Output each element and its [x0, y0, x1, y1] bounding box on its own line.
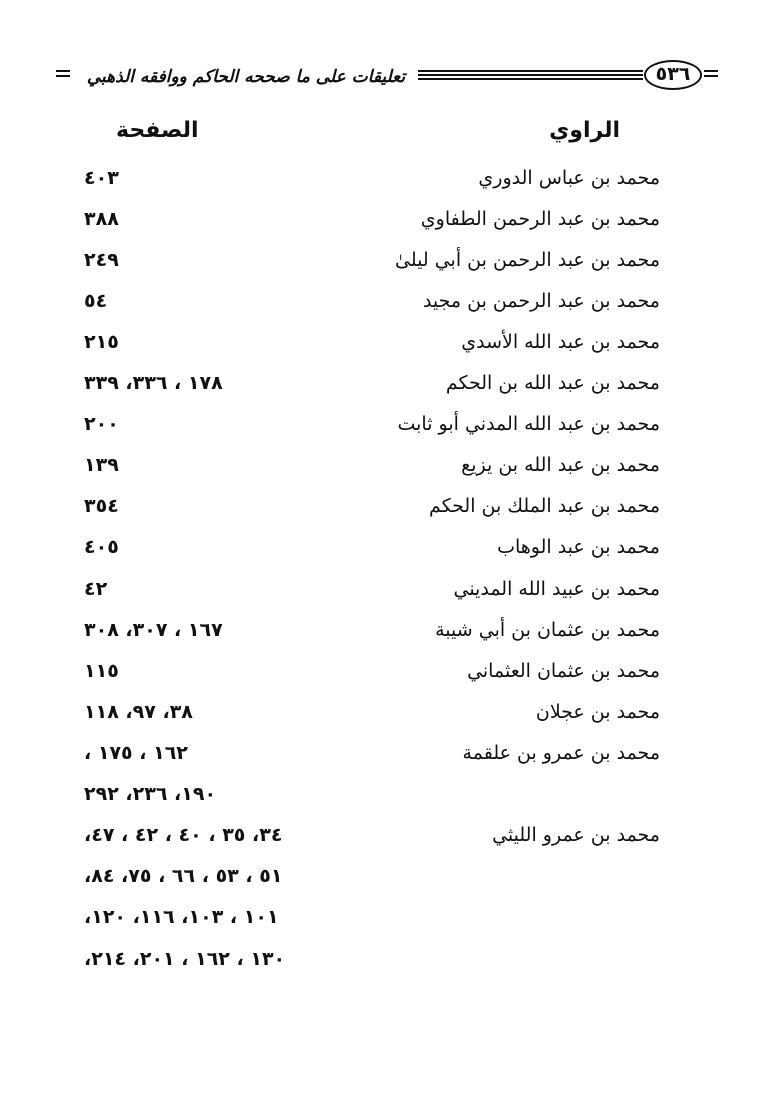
page-refs: ٤٠٣: [84, 167, 119, 189]
page-refs: ١٣٩: [84, 454, 119, 476]
list-item: [0, 163, 768, 193]
page-refs: ١١٥: [84, 660, 119, 682]
narrator-name: محمد بن عبد الوهاب: [497, 536, 660, 558]
list-item: [0, 204, 768, 234]
list-item: [0, 615, 768, 645]
list-item: [0, 820, 768, 850]
narrator-name: محمد بن عمرو الليثي: [492, 824, 660, 846]
narrator-name: محمد بن عبد الرحمن الطفاوي: [420, 208, 660, 230]
list-item: [0, 491, 768, 521]
page-refs: ١٧٨ ، ٣٣٦، ٣٣٩: [84, 372, 223, 394]
header-rule: [418, 70, 643, 82]
list-item: [0, 532, 768, 562]
page-refs: ١٠١ ، ١٠٣، ١١٦، ١٢٠،: [84, 906, 279, 928]
page-refs: ١٣٠ ، ١٦٢ ، ٢٠١، ٢١٤،: [84, 948, 286, 970]
column-header-page: الصفحة: [116, 118, 199, 143]
page-refs: ٢١٥: [84, 331, 119, 353]
narrator-name: محمد بن عثمان العثماني: [467, 660, 660, 682]
page-refs: ٣٥٤: [84, 495, 119, 517]
page-refs: ٥١ ، ٥٣ ، ٦٦ ، ٧٥، ٨٤،: [84, 865, 283, 887]
list-item: [0, 656, 768, 686]
page-refs: ٣٤، ٣٥ ، ٤٠ ، ٤٢ ، ٤٧،: [84, 824, 283, 846]
running-title: تعليقات على ما صححه الحاكم ووافقه الذهبي: [86, 67, 406, 87]
page-number: ٥٣٦: [644, 60, 702, 90]
page-refs: ٣٨٨: [84, 208, 119, 230]
list-item: [0, 245, 768, 275]
running-header: [48, 60, 724, 96]
list-item: [0, 286, 768, 316]
list-item: [0, 574, 768, 604]
page-refs: ٣٨، ٩٧، ١١٨: [84, 701, 193, 723]
narrator-name: محمد بن عبد الرحمن بن مجيد: [422, 290, 660, 312]
list-item: [0, 779, 768, 809]
list-item: [0, 738, 768, 768]
narrator-name: محمد بن عثمان بن أبي شيبة: [435, 619, 660, 641]
page-refs: ١٦٢ ، ١٧٥ ،: [84, 742, 188, 764]
page-refs: ١٩٠، ٢٣٦، ٢٩٢: [84, 783, 217, 805]
narrator-name: محمد بن عجلان: [535, 701, 660, 723]
list-item: [0, 450, 768, 480]
list-item: [0, 327, 768, 357]
header-rule-right: [704, 70, 718, 82]
column-header-narrator: الراوي: [549, 118, 620, 143]
page-refs: ٤٠٥: [84, 536, 119, 558]
narrator-name: محمد بن عبد الله المدني أبو ثابت: [397, 413, 660, 435]
page-refs: ٢٤٩: [84, 249, 119, 271]
page-refs: ٥٤: [84, 290, 108, 312]
narrator-name: محمد بن عبد الرحمن بن أبي ليلىٰ: [395, 249, 660, 271]
narrator-name: محمد بن عبد الله بن يزيع: [461, 454, 660, 476]
narrator-name: محمد بن عمرو بن علقمة: [462, 742, 660, 764]
narrator-name: محمد بن عبد الملك بن الحكم: [429, 495, 660, 517]
narrator-name: محمد بن عباس الدوري: [478, 167, 660, 189]
page-refs: ٢٠٠: [84, 413, 119, 435]
narrator-name: محمد بن عبيد الله المديني: [453, 578, 660, 600]
page-refs: ١٦٧ ، ٣٠٧، ٣٠٨: [84, 619, 223, 641]
list-item: [0, 368, 768, 398]
narrator-name: محمد بن عبد الله بن الحكم: [445, 372, 660, 394]
list-item: [0, 944, 768, 974]
narrator-name: محمد بن عبد الله الأسدي: [461, 331, 660, 353]
list-item: [0, 902, 768, 932]
list-item: [0, 861, 768, 891]
header-rule-left: [56, 70, 70, 82]
page-refs: ٤٢: [84, 578, 108, 600]
list-item: [0, 409, 768, 439]
list-item: [0, 697, 768, 727]
